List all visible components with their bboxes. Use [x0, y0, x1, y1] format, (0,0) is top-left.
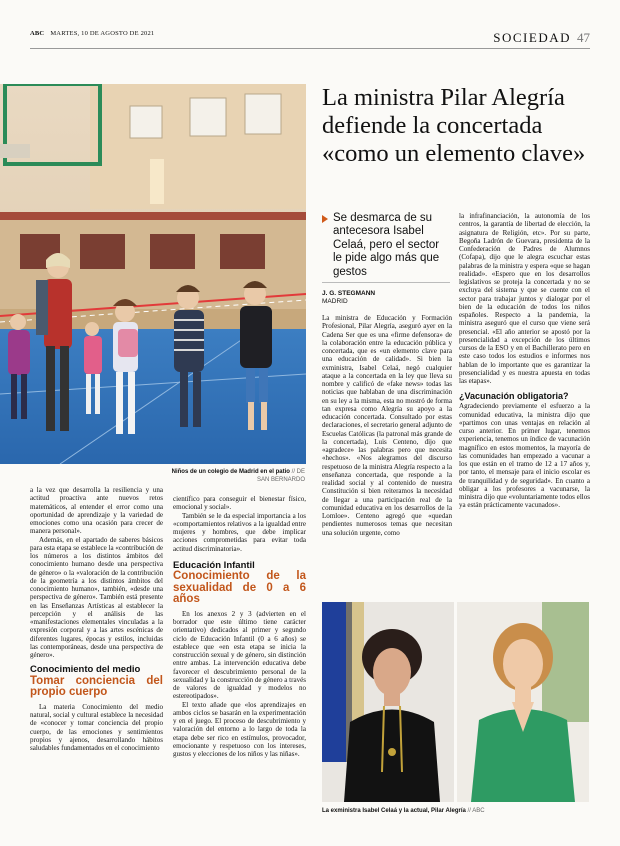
brand-logo: ABC	[30, 30, 45, 37]
bullet-triangle-icon	[322, 215, 328, 223]
header-rule	[30, 48, 590, 49]
portrait-alegria	[457, 602, 589, 802]
section-subheading: Tomar conciencia del propio cuerpo	[30, 674, 163, 699]
paragraph: la infrafinanciación, la autonomía de los centros, la garantía de libertad de elección, la asignatura de Religión, etc». Por su parte, Begoña Ladrón de Guevara, presidenta de la Confederación de Padres de Alumnos (Cofapa), dijo que le alegra escuchar estas palabras de la ministra y espera «que se hagan realidad». «Espero que en los desarrollos legislativos se proteja la concertada y no se excluya del sistema y que se cuente con el sector para trabajar juntos y dialogar por el bien de la educación de todos los niños españoles. Respecto a la pandemia, la ministra aseguró que el curso que viene será presencial. «El año anterior se apostó por la presencialidad a excepción de los últimos cursos de la ESO y en el Bachillerato pero en este caso todos los estudios e informes nos hablan de lo importante que es garantizar la presencialidad y es nuestra apuesta en todas las etapas».	[459, 212, 590, 385]
subhead	[322, 212, 450, 279]
section-name: SOCIEDAD	[493, 30, 571, 45]
column-2	[173, 495, 306, 758]
paragraph: La ministra de Educación y Formación Profesional, Pilar Alegría, aseguró ayer en la Cadena Ser que es una «firme defensora» de la colaboración entre la educación pública y concertada, que es «un elemento clave para una educación de calidad». Si bien la exministra, Isabel Celaá, negó cualquier ataque a la concertada en la ley que lleva su nombre y calificó de «fake news» todas las noticias que hablaban de una discriminación en su ley a la misma, esta no mostró de forma tan expresa como Alegría su apoyo a la educación concertada. Consultado por estas declaraciones, el secretario general adjunto de Escuelas Católicas (la patronal más grande de la concertada), Luis Centeno, dijo que «agradece» las palabras pero que necesita «hechos». «Nos alegramos del discurso respetuoso de la ministra Alegría respecto a la enseñanza concertada, que responde a la realidad social y al contenido de nuestra Constitución si bien reiteramos la necesidad de llegar a una participación real de la comunidad educativa en los desarrollos de la Lomloe». Centeno agregó que «quedan pendientes numerosos temas que necesitan una solución urgente, como	[322, 314, 452, 537]
column-1	[30, 486, 163, 752]
photo-caption	[170, 468, 305, 484]
author-name: J. G. STEGMANN	[322, 290, 376, 297]
byline	[322, 290, 375, 306]
section-heading: Educación Infantil	[173, 559, 255, 571]
paragraph: También se le da especial importancia a los «comportamientos relativos a la igualdad entre mujeres y hombres, que debe implicar acciones comprometidas para evitar toda actitud discriminatoria».	[173, 511, 306, 553]
column-3	[322, 314, 452, 537]
schoolyard-photo	[0, 84, 306, 464]
section-heading: Conocimiento del medio	[30, 664, 141, 676]
portrait-celaa	[322, 602, 454, 802]
paragraph: Además, en el apartado de saberes básicos para esta etapa se establece la «contribución de los números a los distintos ámbitos del conocimiento humano desde una perspectiva de género» o la «valoración de la contribución de la geometría a los distintos ámbitos del conocimiento humano», también, «desde una perspectiva de género». También está presente en las Enseñanzas Artísticas al establecer la percepción y el análisis de las «manifestaciones elementales vinculadas a la expresión corporal y a las artes escénicas de diferentes lugares, épocas y estilos, incluidas las contemporáneas, desde una perspectiva de género».	[30, 535, 163, 659]
dateline: MADRID	[322, 298, 348, 305]
page-number: 47	[577, 30, 590, 45]
paragraph: La materia Conocimiento del medio natural, social y cultural establece la necesidad de «conocer y tomar conciencia del propio cuerpo, de las emociones y sentimientos propios y ajenos, desarrollando hábitos saludables fundamentados en el conocimiento	[30, 702, 163, 752]
column-4	[459, 212, 590, 510]
section-subheading: Conocimiento de la sexualidad de 0 a 6 años	[173, 570, 306, 606]
paragraph: científico para conseguir el bienestar físico, emocional y social».	[173, 495, 306, 512]
photo-credit: // DE SAN BERNARDO	[256, 469, 305, 483]
caption-text: La exministra Isabel Celaá y la actual, Pilar Alegría	[322, 808, 466, 814]
paragraph: Agradeciendo previamente el esfuerzo a la comunidad educativa, la ministra dijo que «partimos con unas ventajas en relación al curso anterior. En primer lugar, tenemos experiencia, tenemos un índice de vacunación magnífico en estos momentos, la mayoría de las comunidades han empezado a vacunar a los que están en el tramo de 12 a 17 años y, por tanto, el mensaje para el inicio escolar es de tranquilidad y de seguridad». En cuanto a obligar a los profesores a vacunarse, la ministra dijo que «voluntariamente todos ellos ya están prácticamente vacunados».	[459, 402, 590, 510]
headline: La ministra Pilar Alegría defiende la concertada «como un elemento clave»	[322, 84, 586, 167]
subhead-text: Se desmarca de su antecesora Isabel Celaá, pero el sector le pide algo más que gestos	[333, 212, 440, 278]
alegria-photo	[457, 602, 589, 802]
celaa-photo	[322, 602, 454, 802]
subhead-rule	[322, 282, 450, 283]
section-heading: ¿Vacunación obligatoria?	[459, 391, 569, 402]
paragraph: a la vez que desarrolla la resiliencia y una actitud proactiva ante nuevos retos matemáticos, al entender el error como una oportunidad de aprendizaje y la variedad de emociones como una ocasión para crecer de manera personal».	[30, 486, 163, 536]
schoolyard-illustration	[0, 84, 306, 464]
paragraph: El texto añade que «los aprendizajes en ambos ciclos se basarán en la experimentación y en el juego. El proceso de descubrimiento y valoración del entorno a lo largo de toda la etapa debe ser rico en estímulos, provocador, emocionante y respetuoso con los intereses, gustos y elecciones de los niños y las niñas».	[173, 700, 306, 758]
issue-date: MARTES, 10 DE AGOSTO DE 2021	[50, 30, 155, 37]
photo-caption	[322, 808, 485, 814]
photo-credit: // ABC	[467, 808, 485, 814]
caption-text: Niños de un colegio de Madrid en el patio	[171, 469, 290, 475]
page-header-left	[30, 30, 154, 37]
page-header-right	[493, 30, 590, 46]
paragraph: En los anexos 2 y 3 (advierten en el borrador que este último tiene carácter orientativo) dedicados al primer y segundo ciclo de Educación Infantil (0 a 6 años) se establece que «en esta etapa se inicia la construcción sexual y de género, sin distinción entre ambas. La intervención educativa debe favorecer el descubrimiento personal de la sexualidad y la construcción de género a través de valores de igualdad y modelos no estereotipados».	[173, 609, 306, 701]
